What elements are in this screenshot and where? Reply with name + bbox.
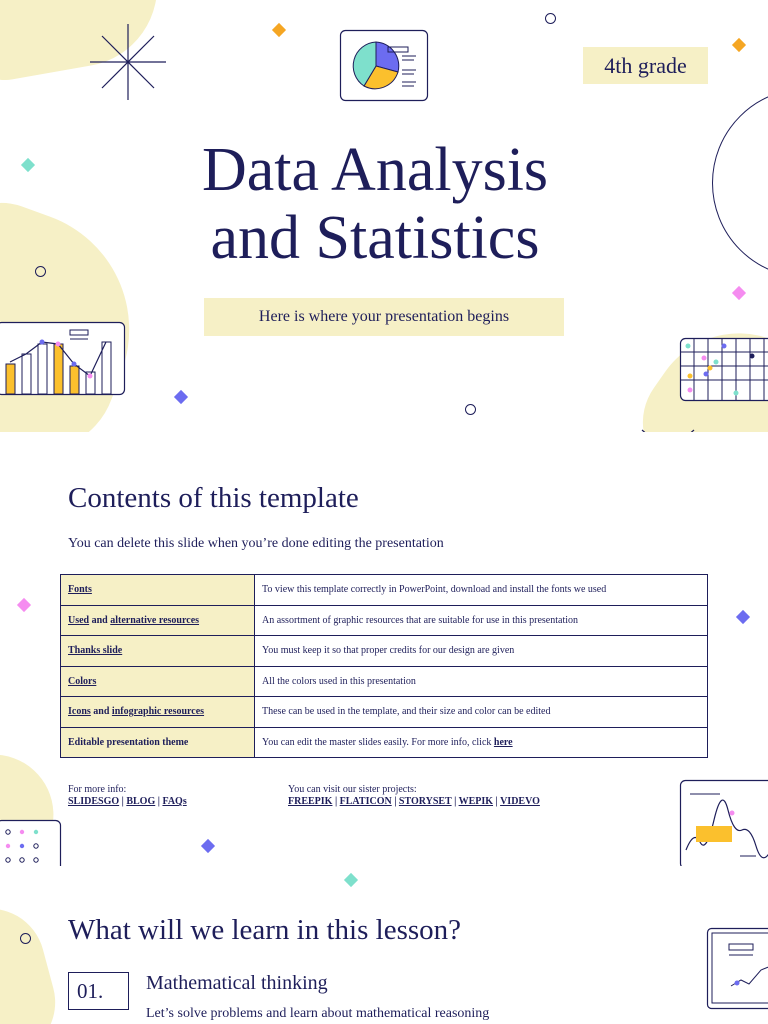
line-chart-icon bbox=[707, 928, 768, 1010]
table-key-cell bbox=[61, 636, 255, 667]
lesson-item-title: Mathematical thinking bbox=[146, 972, 328, 994]
contents-slide bbox=[0, 434, 768, 866]
title-line-1: Data Analysis bbox=[201, 136, 549, 204]
purple-diamond bbox=[736, 610, 750, 624]
more-info-label: For more info: bbox=[68, 784, 127, 795]
pink-diamond bbox=[732, 286, 746, 300]
pink-diamond bbox=[17, 598, 31, 612]
table-value-cell: These can be used in the template, and their size and color can be edited bbox=[255, 697, 708, 728]
contents-heading: Contents of this template bbox=[68, 482, 359, 514]
table-key-cell bbox=[61, 575, 255, 606]
dots-grid-icon bbox=[0, 820, 62, 866]
flaticon-link[interactable]: FLATICON bbox=[339, 796, 392, 807]
table-row bbox=[61, 666, 708, 697]
teal-diamond bbox=[344, 873, 358, 887]
table-key-cell bbox=[61, 697, 255, 728]
colors-link[interactable]: Colors bbox=[68, 675, 97, 687]
purple-diamond bbox=[201, 839, 215, 853]
lesson-number: 01. bbox=[68, 972, 129, 1010]
table-row bbox=[61, 727, 708, 758]
small-ring bbox=[20, 933, 31, 944]
pie-chart-icon bbox=[340, 30, 428, 102]
slidesgo-link[interactable]: SLIDESGO bbox=[68, 796, 120, 807]
link-separator: | bbox=[119, 796, 127, 807]
left-blob bbox=[0, 896, 68, 1024]
more-info-block bbox=[68, 784, 187, 808]
table-row bbox=[61, 575, 708, 606]
faqs-link[interactable]: FAQs bbox=[162, 796, 187, 807]
lesson-item-description: Let’s solve problems and learn about mathematical reasoning bbox=[146, 1006, 490, 1021]
blog-link[interactable]: BLOG bbox=[126, 796, 156, 807]
link-separator: | bbox=[493, 796, 501, 807]
teal-diamond bbox=[21, 158, 35, 172]
wepik-link[interactable]: WEPIK bbox=[458, 796, 494, 807]
freepik-link[interactable]: FREEPIK bbox=[288, 796, 333, 807]
presentation-subtitle: Here is where your presentation begins bbox=[204, 298, 564, 336]
link-separator: | bbox=[155, 796, 163, 807]
table-row bbox=[61, 605, 708, 636]
here-link[interactable]: here bbox=[493, 736, 513, 748]
storyset-link[interactable]: STORYSET bbox=[398, 796, 452, 807]
grade-badge: 4th grade bbox=[583, 47, 708, 84]
table-value-cell: An assortment of graphic resources that are suitable for use in this presentation bbox=[255, 605, 708, 636]
link-separator: | bbox=[332, 796, 340, 807]
table-value-cell: All the colors used in this presentation bbox=[255, 666, 708, 697]
more-info-links bbox=[68, 796, 187, 808]
small-ring bbox=[35, 266, 46, 277]
used-resources-link[interactable]: Used bbox=[68, 614, 90, 626]
sister-projects-links bbox=[288, 796, 540, 808]
table-key-cell bbox=[61, 727, 255, 758]
small-ring bbox=[465, 404, 476, 415]
wave-chart-icon bbox=[680, 780, 768, 866]
small-ring bbox=[545, 13, 556, 24]
key-joiner: and bbox=[89, 614, 111, 626]
infographic-resources-link[interactable]: infographic resources bbox=[111, 706, 205, 718]
table-value-cell bbox=[255, 727, 708, 758]
purple-diamond bbox=[174, 390, 188, 404]
sparkle-icon bbox=[90, 24, 166, 100]
lesson-heading: What will we learn in this lesson? bbox=[68, 914, 462, 946]
videvo-link[interactable]: VIDEVO bbox=[500, 796, 540, 807]
value-text: You can edit the master slides easily. For more info, click bbox=[262, 736, 494, 748]
grid-dots-icon bbox=[680, 338, 768, 402]
thanks-slide-link[interactable]: Thanks slide bbox=[68, 645, 123, 657]
sister-projects-block bbox=[288, 784, 540, 808]
orange-diamond bbox=[272, 23, 286, 37]
link-separator: | bbox=[451, 796, 459, 807]
orange-diamond bbox=[732, 38, 746, 52]
table-row bbox=[61, 636, 708, 667]
sister-projects-label: You can visit our sister projects: bbox=[288, 784, 417, 795]
table-row bbox=[61, 697, 708, 728]
link-separator: | bbox=[391, 796, 399, 807]
editable-theme-label: Editable presentation theme bbox=[68, 736, 189, 748]
fonts-link[interactable]: Fonts bbox=[68, 584, 92, 596]
contents-description: You can delete this slide when you’re done editing the presentation bbox=[68, 536, 444, 551]
alternative-resources-link[interactable]: alternative resources bbox=[110, 614, 200, 626]
icons-link[interactable]: Icons bbox=[68, 706, 91, 718]
table-key-cell bbox=[61, 666, 255, 697]
title-line-2: and Statistics bbox=[210, 204, 540, 272]
contents-table bbox=[60, 574, 708, 758]
key-joiner: and bbox=[90, 706, 112, 718]
table-value-cell: To view this template correctly in PowerPoint, download and install the fonts we used bbox=[255, 575, 708, 606]
title-slide bbox=[0, 0, 768, 432]
bar-line-chart-icon bbox=[0, 322, 126, 396]
table-key-cell bbox=[61, 605, 255, 636]
presentation-title bbox=[150, 136, 600, 272]
table-value-cell: You must keep it so that proper credits for our design are given bbox=[255, 636, 708, 667]
lesson-slide bbox=[0, 868, 768, 1024]
large-circle-outline bbox=[712, 88, 768, 278]
